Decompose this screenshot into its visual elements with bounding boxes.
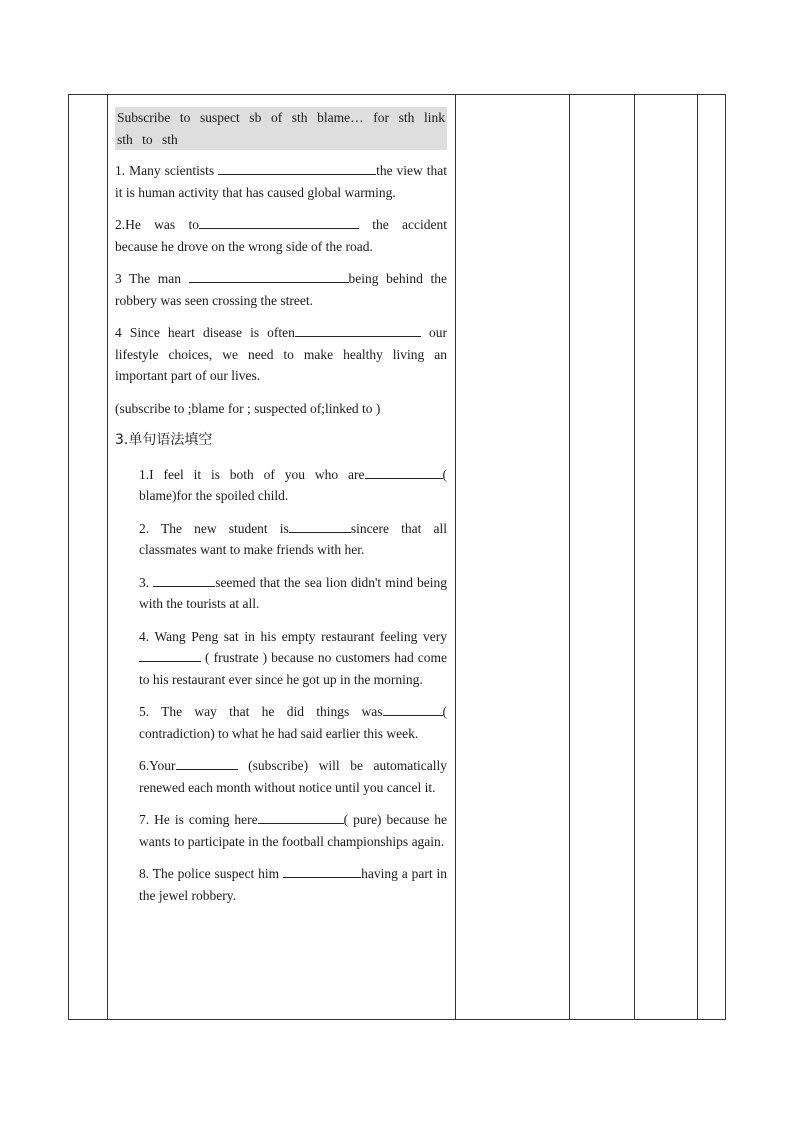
answer-key: (subscribe to ;blame for ; suspected of;linked to ): [115, 400, 381, 416]
section-heading: 3.单句语法填空: [115, 432, 213, 448]
list-item: 2. The new student is sincere that all classmates want to make friends with her.: [139, 518, 447, 561]
answer-blank[interactable]: [199, 214, 359, 229]
answer-blank[interactable]: [365, 464, 443, 479]
answer-blank[interactable]: [383, 701, 443, 716]
list-item: 5. The way that he did things was ( contradiction) to what he had said earlier this week.: [139, 701, 447, 744]
answer-blank[interactable]: [153, 572, 215, 587]
phrase-header: Subscribe to suspect sb of sth blame… for sth link sth to sth: [115, 107, 447, 150]
column-divider: [569, 95, 570, 1019]
column-divider: [697, 95, 698, 1019]
answer-blank[interactable]: [139, 647, 201, 662]
list-item: 1.I feel it is both of you who are ( blame)for the spoiled child.: [139, 464, 447, 507]
list-item: 2.He was to the accident because he drove on the wrong side of the road.: [115, 214, 447, 257]
list-item: 7. He is coming here ( pure) because he wants to participate in the football championships again.: [139, 809, 447, 852]
list-item: 3 The man being behind the robbery was seen crossing the street.: [115, 268, 447, 311]
list-item: 4 Since heart disease is often our lifestyle choices, we need to make healthy living an important part of our lives.: [115, 322, 447, 387]
answer-blank[interactable]: [189, 268, 349, 283]
exercise-content: [115, 107, 447, 917]
list-item: 1. Many scientists the view that it is human activity that has caused global warming.: [115, 160, 447, 203]
answer-blank[interactable]: [218, 160, 376, 175]
answer-blank[interactable]: [289, 518, 351, 533]
column-divider: [634, 95, 635, 1019]
answer-blank[interactable]: [176, 755, 238, 770]
list-item: 6.Your (subscribe) will be automatically renewed each month without notice until you cancel it.: [139, 755, 447, 798]
answer-blank[interactable]: [258, 809, 344, 824]
column-divider: [455, 95, 456, 1019]
worksheet-table: [68, 94, 726, 1020]
list-item: 4. Wang Peng sat in his empty restaurant feeling very ( frustrate ) because no customers had come to his restaurant ever since he got up in the morning.: [139, 628, 447, 687]
answer-blank[interactable]: [295, 322, 421, 337]
column-divider: [107, 95, 108, 1019]
answer-blank[interactable]: [283, 863, 361, 878]
section3-exercise: [115, 464, 447, 907]
list-item: 8. The police suspect him having a part in the jewel robbery.: [139, 863, 447, 906]
list-item: 3. seemed that the sea lion didn't mind being with the tourists at all.: [139, 572, 447, 615]
section2-exercise: [115, 160, 447, 419]
